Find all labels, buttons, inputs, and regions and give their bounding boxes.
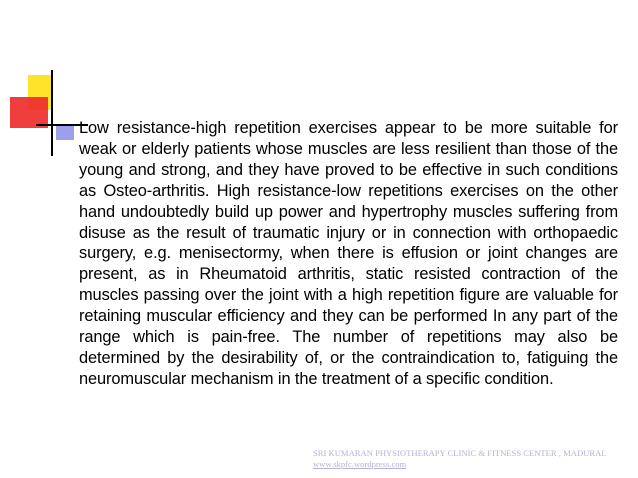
footer-website-link[interactable]: www.skpfc.wordpress.com [313,459,407,469]
footer-clinic-name: SRI KUMARAN PHYSIOTHERAPY CLINIC & FITNESS CENTER , MADURAI. [313,448,607,458]
red-block [10,97,48,128]
body-paragraph: Low resistance-high repetition exercises appear to be more suitable for weak or elderly patients whose muscles are less resilient than those of the young and strong, and they have proved to be effective in such conditions as Osteo-arthritis. High resistance-low repetitions exercises on the other hand undoubtedly build up power and hypertrophy muscles suffering from disuse as the result of traumatic injury or in connection with orthopaedic surgery, e.g. menisectormy, when there is effusion or joint changes are present, as in Rheumatoid arthritis, static resisted contraction of the muscles passing over the joint with a high repetition figure are valuable for retaining muscular efficiency and they can be performed In any part of the range which is pain-free. The number of repetitions may also be determined by the desirability of, or the contraindication to, fatiguing the neuromuscular mechanism in the treatment of a specific condition. [79,119,618,388]
blue-block [56,126,74,140]
footer [313,448,606,470]
